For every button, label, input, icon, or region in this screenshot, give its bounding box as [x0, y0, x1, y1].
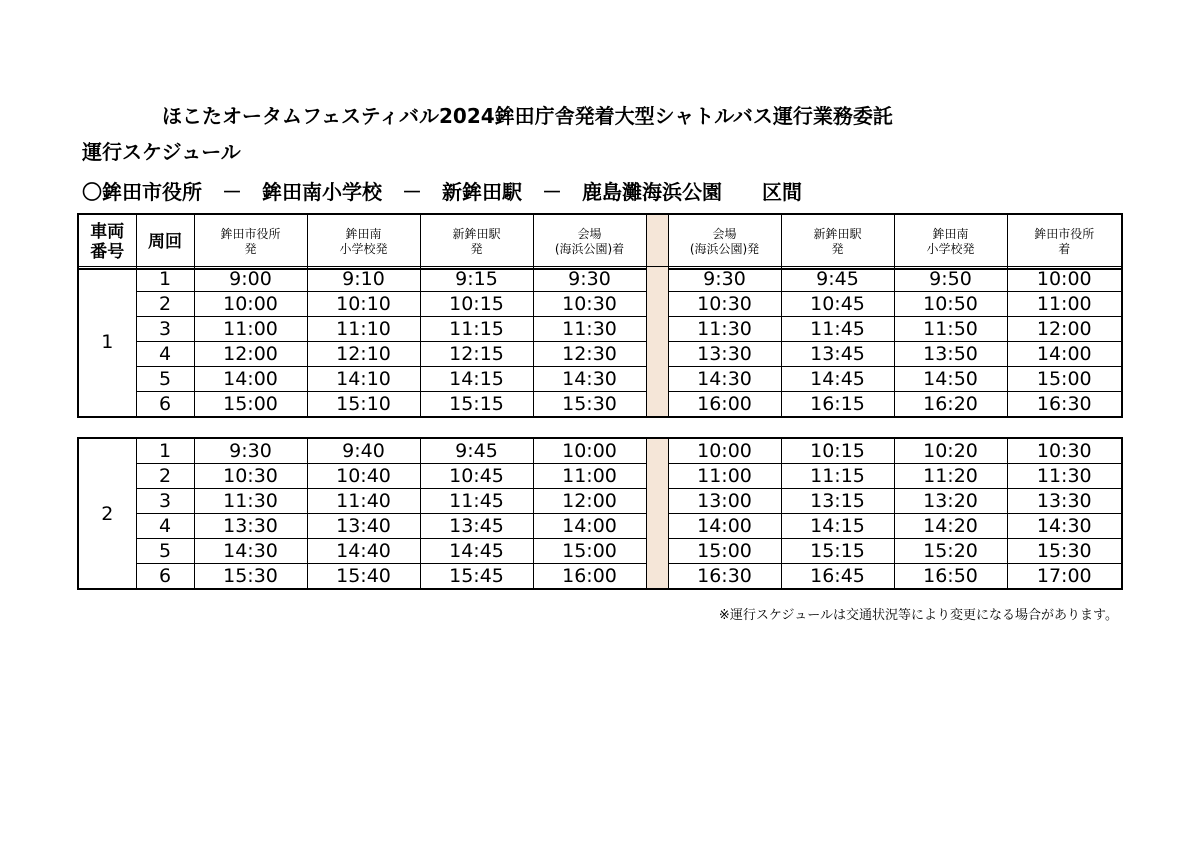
inbound-time-cell: 14:45 [781, 367, 894, 392]
outbound-time-cell: 9:10 [307, 267, 420, 292]
inbound-time-cell: 15:30 [1007, 539, 1122, 564]
round-cell: 2 [136, 464, 194, 489]
separator-column [646, 214, 668, 269]
inbound-time-cell: 11:45 [781, 317, 894, 342]
inbound-time-cell: 14:15 [781, 514, 894, 539]
inbound-time-cell: 11:00 [668, 464, 781, 489]
outbound-time-cell: 14:30 [194, 539, 307, 564]
outbound-time-cell: 11:15 [420, 317, 533, 342]
inbound-time-cell: 13:15 [781, 489, 894, 514]
outbound-time-cell: 9:30 [194, 438, 307, 464]
document-title: ほこたオータムフェスティバル2024鉾田庁舎発着大型シャトルバス運行業務委託 [162, 104, 893, 128]
table-row [78, 514, 1122, 539]
round-cell: 3 [136, 317, 194, 342]
outbound-time-cell: 12:30 [533, 342, 646, 367]
outbound-time-cell: 15:45 [420, 564, 533, 590]
inbound-time-cell: 11:15 [781, 464, 894, 489]
header-inbound-school: 鉾田南 小学校発 [894, 214, 1007, 269]
outbound-time-cell: 11:30 [194, 489, 307, 514]
round-cell: 5 [136, 539, 194, 564]
inbound-time-cell: 10:00 [668, 438, 781, 464]
inbound-time-cell: 14:50 [894, 367, 1007, 392]
round-cell: 6 [136, 392, 194, 418]
inbound-time-cell: 14:30 [668, 367, 781, 392]
round-cell: 1 [136, 438, 194, 464]
schedule-bus-1 [77, 266, 1123, 418]
header-bus-number: 車両 番号 [78, 214, 136, 269]
outbound-time-cell: 12:00 [194, 342, 307, 367]
inbound-time-cell: 16:45 [781, 564, 894, 590]
inbound-time-cell: 12:00 [1007, 317, 1122, 342]
inbound-time-cell: 16:00 [668, 392, 781, 418]
inbound-time-cell: 16:30 [1007, 392, 1122, 418]
inbound-time-cell: 15:15 [781, 539, 894, 564]
outbound-time-cell: 15:30 [194, 564, 307, 590]
table-row [78, 292, 1122, 317]
outbound-time-cell: 10:00 [533, 438, 646, 464]
separator-column [646, 438, 668, 589]
round-cell: 2 [136, 292, 194, 317]
outbound-time-cell: 10:30 [194, 464, 307, 489]
outbound-time-cell: 11:10 [307, 317, 420, 342]
inbound-time-cell: 10:20 [894, 438, 1007, 464]
table-row [78, 342, 1122, 367]
outbound-time-cell: 15:00 [533, 539, 646, 564]
inbound-time-cell: 14:30 [1007, 514, 1122, 539]
round-cell: 4 [136, 514, 194, 539]
outbound-time-cell: 11:00 [194, 317, 307, 342]
outbound-time-cell: 10:45 [420, 464, 533, 489]
inbound-time-cell: 9:30 [668, 267, 781, 292]
outbound-time-cell: 9:40 [307, 438, 420, 464]
header-outbound-city-hall: 鉾田市役所 発 [194, 214, 307, 269]
outbound-time-cell: 14:00 [533, 514, 646, 539]
outbound-time-cell: 10:00 [194, 292, 307, 317]
inbound-time-cell: 14:00 [668, 514, 781, 539]
round-cell: 3 [136, 489, 194, 514]
header-outbound-venue: 会場 (海浜公園)着 [533, 214, 646, 269]
header-round: 周回 [136, 214, 194, 269]
inbound-time-cell: 13:00 [668, 489, 781, 514]
outbound-time-cell: 15:10 [307, 392, 420, 418]
inbound-time-cell: 16:15 [781, 392, 894, 418]
outbound-time-cell: 11:40 [307, 489, 420, 514]
outbound-time-cell: 14:30 [533, 367, 646, 392]
inbound-time-cell: 15:00 [668, 539, 781, 564]
header-outbound-school: 鉾田南 小学校発 [307, 214, 420, 269]
inbound-time-cell: 13:45 [781, 342, 894, 367]
outbound-time-cell: 9:15 [420, 267, 533, 292]
inbound-time-cell: 13:50 [894, 342, 1007, 367]
inbound-time-cell: 14:20 [894, 514, 1007, 539]
outbound-time-cell: 15:40 [307, 564, 420, 590]
outbound-time-cell: 10:40 [307, 464, 420, 489]
document-subtitle: 運行スケジュール [82, 140, 241, 164]
outbound-time-cell: 9:00 [194, 267, 307, 292]
outbound-time-cell: 11:45 [420, 489, 533, 514]
table-row [78, 267, 1122, 292]
table-row [78, 539, 1122, 564]
inbound-time-cell: 15:00 [1007, 367, 1122, 392]
inbound-time-cell: 16:20 [894, 392, 1007, 418]
outbound-time-cell: 12:15 [420, 342, 533, 367]
outbound-time-cell: 14:15 [420, 367, 533, 392]
outbound-time-cell: 14:00 [194, 367, 307, 392]
inbound-time-cell: 17:00 [1007, 564, 1122, 590]
table-row [78, 367, 1122, 392]
inbound-time-cell: 9:45 [781, 267, 894, 292]
round-cell: 1 [136, 267, 194, 292]
route-description: 〇鉾田市役所 － 鉾田南小学校 － 新鉾田駅 － 鹿島灘海浜公園 区間 [82, 180, 802, 204]
outbound-time-cell: 10:15 [420, 292, 533, 317]
table-row [78, 564, 1122, 590]
inbound-time-cell: 10:45 [781, 292, 894, 317]
inbound-time-cell: 13:30 [1007, 489, 1122, 514]
schedule-note: ※運行スケジュールは交通状況等により変更になる場合があります。 [718, 608, 1118, 623]
inbound-time-cell: 10:30 [1007, 438, 1122, 464]
bus-number-cell: 1 [78, 267, 136, 418]
round-cell: 5 [136, 367, 194, 392]
outbound-time-cell: 9:30 [533, 267, 646, 292]
inbound-time-cell: 10:50 [894, 292, 1007, 317]
inbound-time-cell: 11:30 [1007, 464, 1122, 489]
outbound-time-cell: 14:45 [420, 539, 533, 564]
header-inbound-venue: 会場 (海浜公園)発 [668, 214, 781, 269]
inbound-time-cell: 11:20 [894, 464, 1007, 489]
outbound-time-cell: 9:45 [420, 438, 533, 464]
header-inbound-station: 新鉾田駅 発 [781, 214, 894, 269]
inbound-time-cell: 9:50 [894, 267, 1007, 292]
inbound-time-cell: 11:50 [894, 317, 1007, 342]
inbound-time-cell: 11:30 [668, 317, 781, 342]
outbound-time-cell: 14:40 [307, 539, 420, 564]
outbound-time-cell: 14:10 [307, 367, 420, 392]
schedule-header [77, 213, 1123, 270]
inbound-time-cell: 13:30 [668, 342, 781, 367]
outbound-time-cell: 15:00 [194, 392, 307, 418]
outbound-time-cell: 15:15 [420, 392, 533, 418]
inbound-time-cell: 16:50 [894, 564, 1007, 590]
header-inbound-city-hall: 鉾田市役所 着 [1007, 214, 1122, 269]
inbound-time-cell: 10:00 [1007, 267, 1122, 292]
outbound-time-cell: 11:00 [533, 464, 646, 489]
inbound-time-cell: 10:30 [668, 292, 781, 317]
outbound-time-cell: 11:30 [533, 317, 646, 342]
outbound-time-cell: 13:40 [307, 514, 420, 539]
inbound-time-cell: 10:15 [781, 438, 894, 464]
inbound-time-cell: 14:00 [1007, 342, 1122, 367]
round-cell: 6 [136, 564, 194, 590]
outbound-time-cell: 15:30 [533, 392, 646, 418]
outbound-time-cell: 10:10 [307, 292, 420, 317]
outbound-time-cell: 12:10 [307, 342, 420, 367]
inbound-time-cell: 15:20 [894, 539, 1007, 564]
outbound-time-cell: 13:45 [420, 514, 533, 539]
round-cell: 4 [136, 342, 194, 367]
inbound-time-cell: 16:30 [668, 564, 781, 590]
outbound-time-cell: 12:00 [533, 489, 646, 514]
outbound-time-cell: 13:30 [194, 514, 307, 539]
header-outbound-station: 新鉾田駅 発 [420, 214, 533, 269]
table-row [78, 392, 1122, 418]
schedule-bus-2 [77, 437, 1123, 590]
separator-column [646, 267, 668, 418]
outbound-time-cell: 16:00 [533, 564, 646, 590]
table-row [78, 489, 1122, 514]
outbound-time-cell: 10:30 [533, 292, 646, 317]
bus-number-cell: 2 [78, 438, 136, 589]
table-row [78, 317, 1122, 342]
inbound-time-cell: 13:20 [894, 489, 1007, 514]
inbound-time-cell: 11:00 [1007, 292, 1122, 317]
table-row [78, 438, 1122, 464]
table-row [78, 464, 1122, 489]
